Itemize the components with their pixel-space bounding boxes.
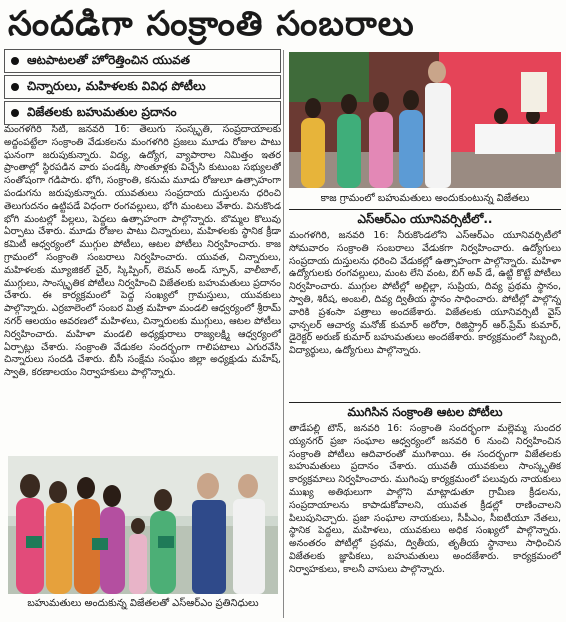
bottom-article-body: తాడేపల్లి టౌన్, జనవరి 16: సంక్రాంతి సందర్భంగా మల్లెమ్మ సుందర య్యనగర్ ప్రజా సంఘాల ఆధ్వర్యంలో జనవరి 6 నుంచి నిర్వహించిన సంక్రాంతి పోటీలు ఆదివారంతో ముగిశాయి. ఈ సందర్భంగా విజేతలకు బహుమతులు ప్రదానం చేశారు. యువతీ యువకులు సాంస్కృతిక కార్యక్రమాలు నిర్వహించారు. ముగింపు కార్యక్రమంలో పలువురు నాయకులు ముఖ్య అతిథులుగా పాల్గొని మాట్లాడుతూ గ్రామీణ క్రీడలను, సంప్రదాయాలను కాపాడుకోవాలని, యువత క్రీడల్లో రాణించాలని పిలుపునిచ్చారు. ప్రజా సంఘాల నాయకులు, సీపీఎం, సీఐటీయూ నేతలు, స్థానిక పెద్దలు, మహిళలు, యువకులు అధిక సంఖ్యలో పాల్గొన్నారు. అనంతరం పోటీల్లో ప్రథమ, ద్వితీయ, తృతీయ స్థానాలు సాధించిన విజేతలకు జ్ఞాపికలు, బహుమతులు అందజేశారు. కార్యక్రమంలో నిర్వాహకులు, కాలనీ వాసులు పాల్గొన్నారు. <box>289 423 561 575</box>
bullet-item <box>4 101 281 125</box>
right-photo <box>289 52 561 188</box>
left-photo-caption: బహుమతులు అందుకున్న విజేతలతో ఎస్ఆర్ఎం ప్రతినిధులు <box>27 598 259 609</box>
prize-distribution-photo <box>289 52 561 188</box>
winners-group-photo <box>8 456 278 594</box>
bullet-item <box>4 75 281 99</box>
section-rule <box>289 402 561 403</box>
left-photo <box>8 456 278 594</box>
bullet-dot-icon <box>11 109 19 117</box>
headline: సందడిగా సంక్రాంతి సంబరాలు <box>8 4 415 44</box>
right-photo-caption: కాజ గ్రామంలో బహుమతులు అందుకుంటున్న విజేతలు <box>320 193 530 204</box>
bottom-heading: ముగిసిన సంక్రాంతి ఆటల పోటీలు <box>347 405 503 419</box>
srm-heading: ఎస్ఆర్ఎం యూనివర్సిటీలో.. <box>357 212 493 226</box>
bullet-item <box>4 49 281 73</box>
bullet-dot-icon <box>11 83 19 91</box>
left-article-body: మంగళగిరి సిటీ, జనవరి 16: తెలుగు సంస్కృతి, సంప్రదాయాలకు అద్దంపట్టేలా సంక్రాంతి వేడుకలను మంగళగిరి ప్రజలు మూడు రోజుల పాటు ఘనంగా జరుపుకున్నారు. విద్య, ఉద్యోగ, వ్యాపారాల నిమిత్తం ఇతర ప్రాంతాల్లో స్థిరపడిన వారు పండక్కి సొంతూళ్లకు విచ్చేసి కుటుంబ సభ్యులతో సంతోషంగా గడిపారు. భోగి, సంక్రాంతి, కనుమ మూడు రోజులూ ఉత్సాహంగా పండుగను జరుపుకున్నారు. యువతులు సంప్రదాయ దుస్తులను ధరించి తెలుగుదనం ఉట్టిపడే విధంగా రంగవల్లులు, భోగి మంటలు వేశారు. వినుకొండ భోగి మంటల్లో పిల్లలు, పెద్దలు ఉత్సాహంగా పాల్గొన్నారు. బొమ్మల కొలువు ఏర్పాటు చేశారు. మూడు రోజుల పాటు చిన్నారులు, మహిళలకు స్థానిక క్రీడా కమిటీ ఆధ్వర్యంలో ముగ్గుల పోటీలు, ఆటల పోటీలు నిర్వహించారు. కాజ గ్రామంలో సంక్రాంతి సంబరాలు నిర్వహించారు. యువత, చిన్నారులు, మహిళలకు మ్యూజికల్ చైర్, స్కిప్పింగ్, లెమన్ అండ్ స్పూన్, వాలీబాల్, ముగ్గులు, సాంస్కృతిక పోటీలు నిర్వహించి విజేతలకు బహుమతులు ప్రదానం చేశారు. ఈ కార్యక్రమంలో పెద్ద సంఖ్యలో గ్రామస్తులు, యువకులు పాల్గొన్నారు. ఎర్రబాలెంలో సంబర మిత్ర మహిళా మండలి ఆధ్వర్యంలో శ్రీరామ్ నగర్ ఆలయం ఆవరణలో మహిళలు, చిన్నారులకు ముగ్గులు, ఆటల పోటీలు నిర్వహించారు. మహిళా మండలి అధ్యక్షురాలు రాజ్యలక్ష్మి ఆధ్వర్యంలో ఏర్పాట్లు చేశారు. సంక్రాంతి వేడుకల సందర్భంగా గాలిపటాలు ఎగురవేసి చిన్నారులు సందడి చేశారు. బీసీ సంక్షేమ సంఘం జిల్లా అధ్యక్షుడు మహేష్, స్వాతి, కరణాలయం నిర్వాహకులు పాల్గొన్నారు. <box>4 124 281 379</box>
bullet-dot-icon <box>11 57 19 65</box>
column-divider <box>283 50 284 618</box>
bullet-text: చిన్నారులు, మహిళలకు వివిధ పోటీలు <box>27 78 206 93</box>
bullet-list <box>4 49 281 127</box>
bullet-text: విజేతలకు బహుమతుల ప్రదానం <box>27 104 177 119</box>
srm-article-body: మంగళగిరి, జనవరి 16: నీరుకొండలోని ఎస్ఆర్ఎం యూనివర్సిటీలో సోమవారం సంక్రాంతి సంబరాలు వేడుకగా నిర్వహించారు. ఉద్యోగులు సంప్రదాయ దుస్తులను ధరించి వేడుకల్లో ఉత్సాహంగా పాల్గొన్నారు. మహిళా ఉద్యోగులకు రంగవల్లులు, మంట లేని వంట, బిగ్ అవ్ డే, ఉట్టి కొట్టే పోటీలు నిర్వహించారు. ముగ్గుల పోటీల్లో అల్లిల్లా, సుప్రియ, దివ్య ప్రథమ స్థానం, స్వాతి, శిరీష, అంబలి, దివ్య ద్వితీయ స్థానం సాధించారు. పోటీల్లో పాల్గొన్న వారికి ప్రశంసా పత్రాలు అందజేశారు. విజేతలకు యూనివర్సిటీ వైస్ ఛాన్సలర్ ఆచార్య మనోజ్ కుమార్ అరోరా, రిజిస్ట్రార్ ఆర్.ప్రేమ్ కుమార్, డైరెక్టర్ అరుణ్ కుమార్ బహుమతులు అందజేశారు. కార్యక్రమంలో సిబ్బంది, విద్యార్థులు, ఉద్యోగులు పాల్గొన్నారు. <box>289 230 561 357</box>
bullet-text: ఆటపాటలతో హోరెత్తించిన యువత <box>27 52 190 67</box>
section-rule <box>289 209 561 210</box>
